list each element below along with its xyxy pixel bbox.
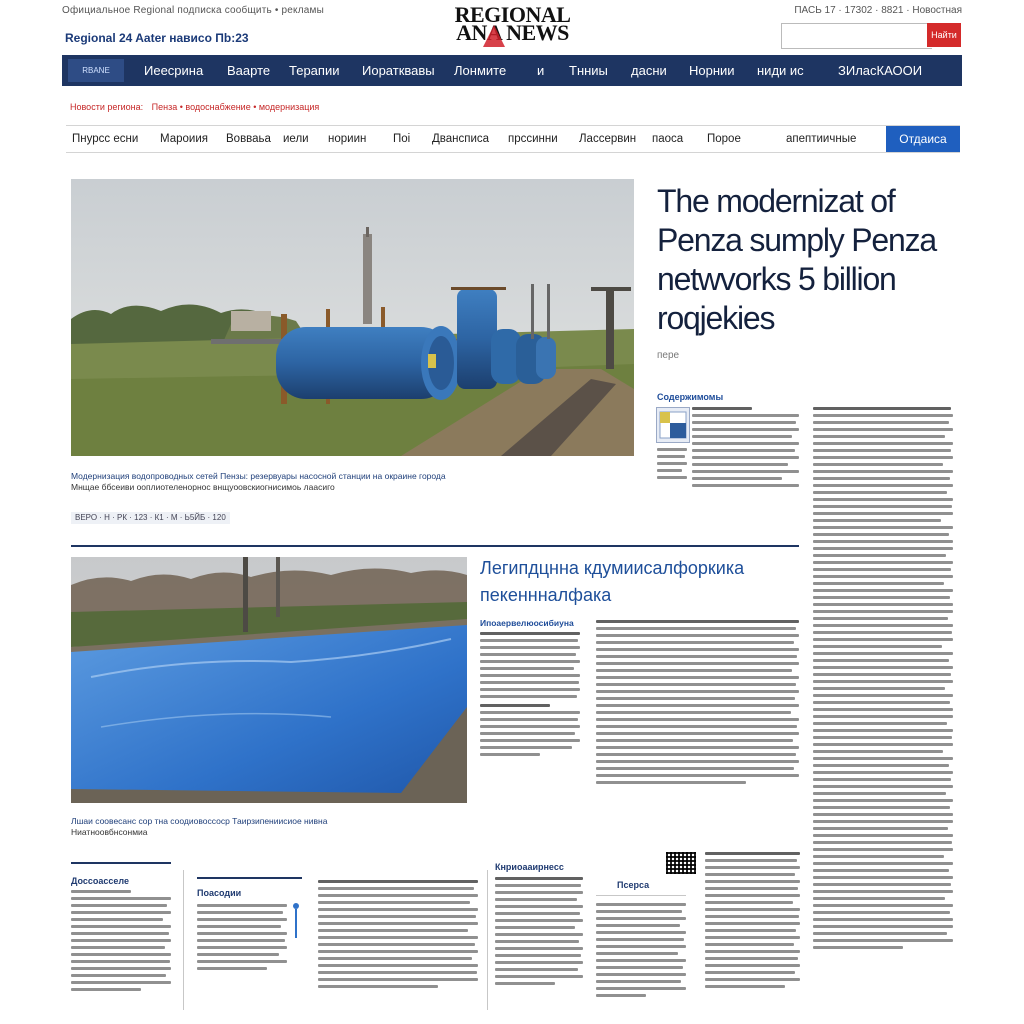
news-ticker[interactable] <box>70 102 319 112</box>
subnav-item[interactable]: Пнурсс есни <box>72 133 139 145</box>
subnav-subscribe-button[interactable]: Отдаиса <box>886 126 960 152</box>
search-button[interactable]: Найти <box>927 23 961 47</box>
nav-item[interactable]: Терапии <box>289 63 340 78</box>
sub-nav <box>66 125 960 153</box>
text-column <box>596 903 686 1001</box>
nav-home-button[interactable]: RBANE <box>68 59 124 82</box>
qr-code-icon[interactable] <box>666 852 696 874</box>
text-column <box>692 407 799 491</box>
edition-label: Regional 24 Aater нависо Пb:23 <box>65 31 249 45</box>
nav-item[interactable]: Иеесрина <box>144 63 204 78</box>
reservoir-caption-line-2: Ниатноовбнсонмиа <box>71 827 148 837</box>
main-headline[interactable]: The modernizat of Penza sumply Penza netwvorks 5 billion roqjekies <box>657 183 937 336</box>
logo-line-1: REGIONAL <box>454 2 571 27</box>
text-column <box>657 448 687 483</box>
hero-caption <box>71 471 634 493</box>
block-rule <box>197 877 302 879</box>
text-column <box>480 632 580 760</box>
date-line: ПАСЬ 17 · 17302 · 8821 · Новостная <box>794 5 962 16</box>
ticker-prefix: Новости региона: <box>70 102 144 112</box>
top-links[interactable]: Официальное Regional подписка сообщить • рекламы <box>62 5 325 16</box>
logo-triangle-icon <box>483 25 505 47</box>
reservoir-photo[interactable] <box>71 557 467 803</box>
hero-caption-line-1: Модернизация водопроводных сетей Пензы: резервуары насосной станции на окраине города <box>71 471 446 481</box>
subnav-item[interactable]: паоса <box>652 133 684 145</box>
text-column <box>197 904 287 974</box>
nav-item[interactable]: Ваарте <box>227 63 271 78</box>
text-column <box>596 620 799 788</box>
subnav-item[interactable]: Лассервин <box>579 133 637 145</box>
nav-item[interactable]: Тнниы <box>569 63 608 78</box>
subnav-item[interactable]: Порое <box>707 133 741 145</box>
reservoir-caption-line-1: Лшаи соовесанс сор тна соодиовоссоср Таирзипениисиое нивна <box>71 816 328 826</box>
subnav-item[interactable]: апептиичные <box>786 133 857 145</box>
bottom-rule <box>71 862 171 864</box>
bottom-label-2[interactable]: Поасодии <box>197 888 242 898</box>
secondary-section-label: Ипоаервелюосибиуна <box>480 618 574 628</box>
subnav-item[interactable]: иели <box>283 133 309 145</box>
figure-icon <box>293 902 299 938</box>
subnav-item[interactable]: нориин <box>328 133 367 145</box>
hero-caption-line-2: Мнщае ббсеиви ооплиотеленорнос внщуоовскиогнисимоь лаасиго <box>71 482 335 492</box>
secondary-headline[interactable]: Легипдцнна кдумиисалфоркика пекеннналфака <box>480 558 745 605</box>
subnav-item[interactable]: Мароиия <box>160 133 208 145</box>
site-logo[interactable] <box>445 2 580 50</box>
text-column <box>71 890 171 995</box>
block-rule <box>596 895 686 896</box>
logo-line-2: ANA NEWS <box>456 20 569 45</box>
bottom-label-3[interactable]: Кнриоааирнесс <box>495 862 564 872</box>
text-column <box>495 877 583 989</box>
bottom-label-4[interactable]: Псерса <box>617 880 650 890</box>
column-separator <box>183 870 184 1010</box>
nav-item[interactable]: и <box>537 63 545 78</box>
byline: пере <box>657 350 680 361</box>
nav-item[interactable]: дасни <box>631 63 667 78</box>
subnav-item[interactable]: прссинни <box>508 133 558 145</box>
reservoir-caption <box>71 816 591 838</box>
nav-item[interactable]: ниди ис <box>757 63 804 78</box>
nav-item[interactable]: Иоратквавы <box>362 63 435 78</box>
search-input[interactable] <box>781 23 932 49</box>
hero-meta-bar: ВЕРО · Н · РК · 123 · К1 · М · Ь5ЙБ · 120 <box>71 512 230 524</box>
main-nav <box>62 55 962 86</box>
nav-item[interactable]: ЗИласКАООИ <box>838 63 923 78</box>
bottom-label-1[interactable]: Доссоасселе <box>71 876 130 886</box>
text-column <box>318 880 478 992</box>
text-column <box>705 852 800 992</box>
author-thumbnail <box>656 407 690 443</box>
subnav-item[interactable]: Вовваьа <box>226 133 271 145</box>
hero-photo[interactable] <box>71 179 634 456</box>
section-label: Содержимомы <box>657 392 724 402</box>
subnav-item[interactable]: Двансписа <box>432 133 490 145</box>
ticker-text: Пенза • водоснабжение • модернизация <box>151 102 320 112</box>
nav-item[interactable]: Лонмите <box>454 63 507 78</box>
text-column-right <box>813 407 953 953</box>
subnav-item[interactable]: Пoi <box>393 133 411 145</box>
section-divider <box>71 545 799 547</box>
nav-item[interactable]: Норнии <box>689 63 735 78</box>
column-separator <box>487 870 488 1010</box>
